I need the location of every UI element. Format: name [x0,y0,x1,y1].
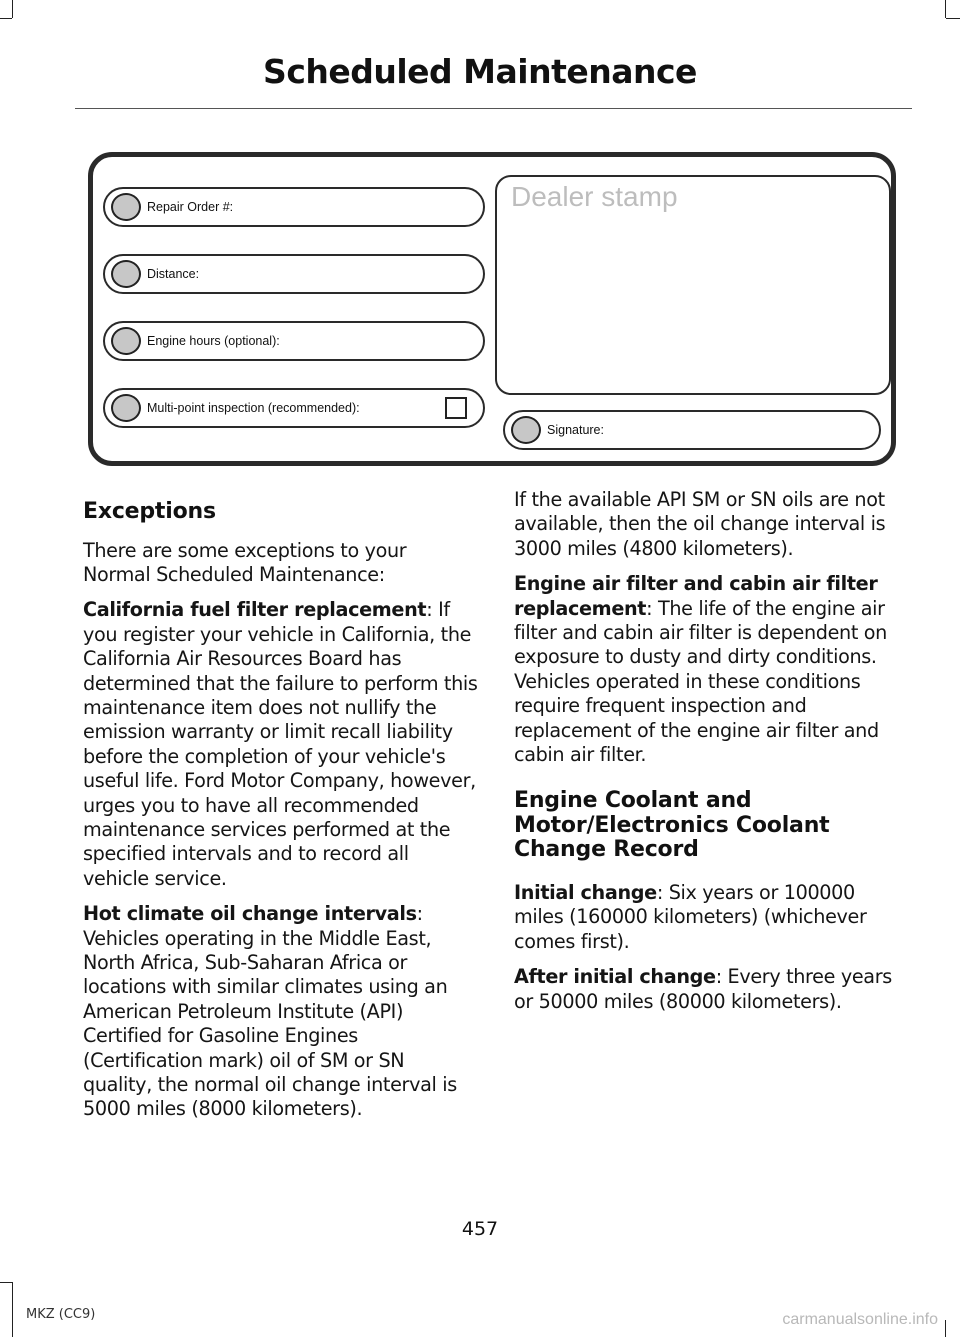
repair-order-label: Repair Order #: [147,200,234,214]
crop-mark [945,0,946,18]
after-initial-change-text: : Every three years or 50000 miles (80000 kilometers). [514,965,892,1013]
page-title: Scheduled Maintenance [263,52,697,91]
engine-hours-label: Engine hours (optional): [147,334,280,348]
page-number: 457 [461,1218,499,1240]
bullet-circle-icon [111,260,141,288]
air-filter-paragraph [514,572,909,767]
bullet-circle-icon [111,394,141,422]
crop-mark [946,18,960,19]
crop-mark [12,1282,13,1337]
oil-interval-paragraph: If the available API SM or SN oils are not available, then the oil change interval is 3000 miles (4800 kilometers). [514,488,886,560]
right-column [514,488,909,1025]
inspection-checkbox [445,397,467,419]
crop-mark [945,1320,946,1337]
multi-point-inspection-label: Multi-point inspection (recommended): [147,401,360,415]
hot-climate-title: Hot climate oil change intervals [83,902,417,926]
signature-field [503,410,881,450]
footer-model: MKZ (CC9) [26,1307,96,1322]
air-filter-text: : The life of the engine air filter and cabin air filter is dependent on exposure to dusty and dirty conditions. Vehicles operated in these conditions require frequent inspection and replacement of the engine air filter and cabin air filter. [514,596,887,767]
air-filter-title: Engine air filter and cabin air filter replacement [514,572,878,620]
bullet-circle-icon [511,416,541,444]
watermark: carmanualsonline.info [782,1311,938,1328]
crop-mark [0,18,12,19]
crop-mark [0,1282,12,1283]
distance-label: Distance: [147,267,200,281]
header-rule [75,108,912,109]
initial-change-title: Initial change [514,880,657,904]
after-initial-change-title: After initial change [514,965,716,989]
exceptions-heading: Exceptions [83,499,216,524]
maintenance-record-card [88,152,896,466]
initial-change-paragraph [514,881,909,954]
dealer-stamp-box [495,175,891,395]
exceptions-intro: There are some exceptions to your Normal Scheduled Maintenance: [83,538,407,586]
left-column [83,500,478,1133]
california-title: California fuel filter replacement [83,598,427,622]
bullet-circle-icon [111,193,141,221]
crop-mark [12,0,13,18]
california-text: : If you register your vehicle in California, the California Air Resources Board has determined that the failure to perform this maintenance item does not nullify the emission warranty or limit recall liability before the completion of your vehicle's useful life. Ford Motor Company, however, urges you to have all recommended maintenance services performed at the specified intervals and to record all vehicle service. [83,598,478,890]
dealer-stamp-label: Dealer stamp [511,181,678,212]
initial-change-text: : Six years or 100000 miles (160000 kilometers) (whichever comes first). [514,880,867,953]
california-paragraph [83,598,478,891]
engine-hours-field [103,321,485,361]
bullet-circle-icon [111,327,141,355]
hot-climate-paragraph [83,902,478,1122]
hot-climate-text: : Vehicles operating in the Middle East, North Africa, Sub-Saharan Africa or locations with similar climates using an American Petroleum Institute (API) Certified for Gasoline Engines (Certification mark) oil of SM or SN quality, the normal oil change interval is 5000 miles (8000 kilometers). [83,902,457,1121]
repair-order-field [103,187,485,227]
coolant-heading: Engine Coolant and Motor/Electronics Coolant Change Record [514,788,830,863]
signature-label: Signature: [547,423,604,437]
distance-field [103,254,485,294]
multi-point-inspection-field [103,388,485,428]
after-initial-change-paragraph [514,965,909,1014]
